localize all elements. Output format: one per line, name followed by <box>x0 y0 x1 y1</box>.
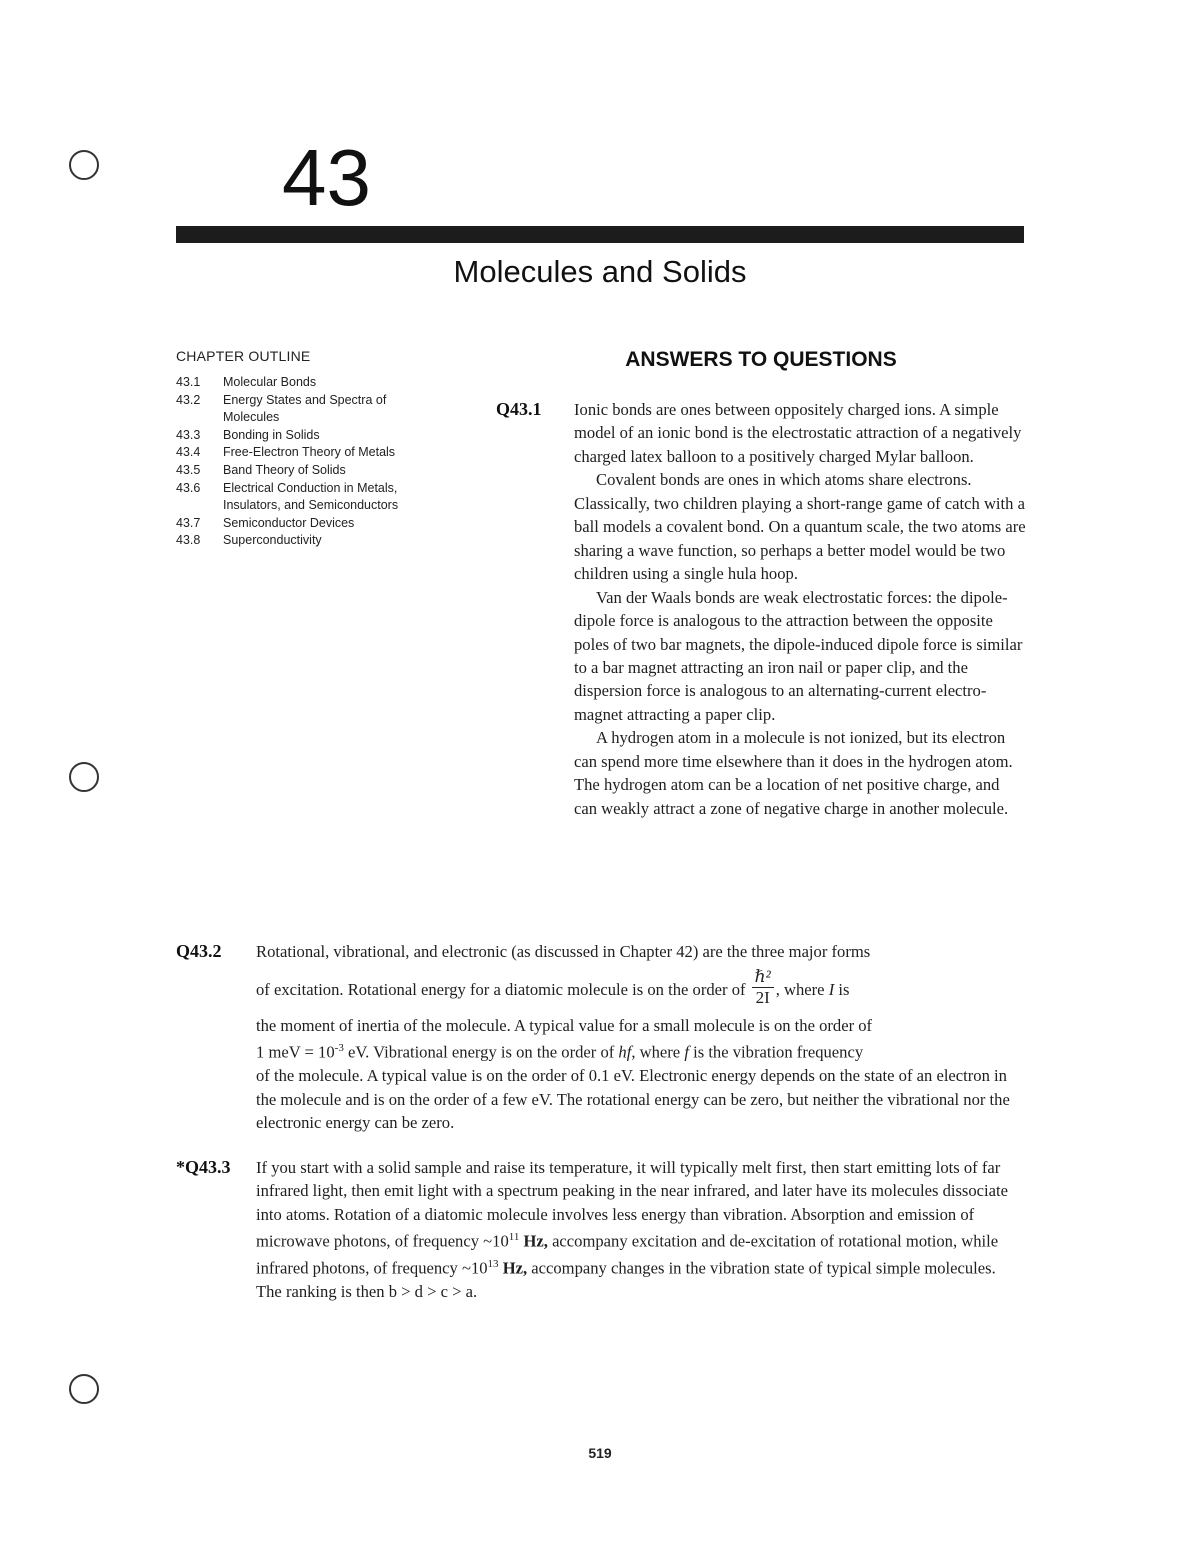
text-run: is the vibration frequency <box>688 1042 864 1062</box>
fraction-numerator: ℏ² <box>754 966 771 986</box>
outline-item <box>176 532 446 550</box>
answer-q43-1 <box>574 398 1026 820</box>
fraction-denominator: 2I <box>752 987 774 1008</box>
outline-item <box>176 462 446 480</box>
outline-heading: CHAPTER OUTLINE <box>176 348 311 364</box>
outline-item-number: 43.1 <box>176 375 201 389</box>
text-run: is <box>838 980 850 999</box>
text-run: , where <box>775 980 825 999</box>
text-run: eV. Vibrational energy is on the order of <box>343 1042 619 1062</box>
outline-item-number: 43.8 <box>176 533 201 548</box>
outline-item-number: 43.6 <box>176 480 201 495</box>
outline-item-label: Molecular Bonds <box>223 375 317 389</box>
exponent: 11 <box>508 1231 520 1244</box>
answer-q43-2-body <box>256 1014 1028 1135</box>
binder-hole-middle <box>69 762 99 792</box>
text-line <box>256 1037 1028 1064</box>
outline-item-label: Semiconductor Devices <box>223 515 355 530</box>
text-run: accompany excitation and de-excitation of rotational motion, while infrared photons, of frequency ~10 <box>256 1231 999 1278</box>
page-number: 519 <box>588 1445 612 1461</box>
outline-item <box>176 444 446 462</box>
question-label-q43-3: *Q43.3 <box>176 1157 231 1177</box>
ranking-line: The ranking is then b > d > c > a. <box>256 1282 478 1302</box>
answer-q43-3 <box>256 1156 1028 1304</box>
chapter-outline <box>176 346 446 550</box>
exponent: -3 <box>334 1042 344 1055</box>
answer-q43-2-line1: Rotational, vibrational, and electronic (as discussed in Chapter 42) are the three major forms <box>256 942 871 961</box>
variable-f: f <box>684 1042 689 1062</box>
outline-item-label: Free-Electron Theory of Metals <box>223 445 396 460</box>
outline-item-label: Electrical Conduction in Metals, Insulators, and Semiconductors <box>223 480 399 513</box>
question-label-q43-1: Q43.1 <box>496 399 542 419</box>
outline-item-label: Superconductivity <box>223 533 322 548</box>
chapter-title: Molecules and Solids <box>453 254 747 289</box>
text-run: , where <box>631 1042 685 1062</box>
answer-paragraph: A hydrogen atom in a molecule is not ionized, but its electron can spend more time elsewhere than it does in the hydrogen atom. The hydrogen atom can be a location of net positive charge, and can weakly attract a zone of negative charge in another molecule. <box>574 728 1013 818</box>
outline-item <box>176 374 446 392</box>
outline-item-label: Bonding in Solids <box>223 427 320 442</box>
chapter-rule <box>176 226 1024 243</box>
answer-q43-2-formula-line <box>256 966 1028 1014</box>
outline-item-number: 43.4 <box>176 445 201 460</box>
outline-item <box>176 392 446 427</box>
outline-item-label: Band Theory of Solids <box>223 462 346 477</box>
unit: Hz, <box>519 1231 548 1251</box>
outline-item <box>176 515 446 533</box>
question-label-q43-2: Q43.2 <box>176 941 222 961</box>
outline-item-number: 43.2 <box>176 392 201 407</box>
answer-paragraph: Covalent bonds are ones in which atoms share electrons. Classically, two children playing a short-range game of catch with a ball models a covalent bond. On a quantum scale, the two atoms are sharing a wave function, so perhaps a better model would be two children using a single hula hoop. <box>574 470 1026 584</box>
text-block: of the molecule. A typical value is on the order of 0.1 eV. Electronic energy depends on the state of an electron in the molecule and is on the order of a few eV. The rotational energy can be zero, but neither the vibrational nor the electronic energy can be zero. <box>256 1066 1010 1133</box>
answers-heading: ANSWERS TO QUESTIONS <box>625 348 897 371</box>
text-run: accompany changes in the vibration state of typical simple molecules. <box>527 1258 996 1278</box>
variable-hf: hf <box>618 1042 632 1062</box>
answer-paragraph: Van der Waals bonds are weak electrostatic forces: the dipole-dipole force is analogous to the attraction between the opposite poles of two bar magnets, the dipole-induced dipole force is similar to a bar magnet attracting an iron nail or paper clip, and the dispersion force is analogous to an alternating-current electro-magnet attracting a paper clip. <box>574 587 1023 724</box>
unit: Hz, <box>498 1258 528 1278</box>
text-line: the moment of inertia of the molecule. A typical value for a small molecule is on the order of <box>256 1016 873 1035</box>
outline-item-number: 43.3 <box>176 427 201 442</box>
chapter-number: 43 <box>282 133 371 222</box>
binder-hole-bottom <box>69 1374 99 1404</box>
outline-item <box>176 480 446 515</box>
exponent: 13 <box>487 1258 499 1271</box>
outline-item <box>176 427 446 445</box>
text-run: 1 meV = 10 <box>256 1042 335 1062</box>
outline-item-label: Energy States and Spectra of Molecules <box>223 392 387 425</box>
text-run: If you start with a solid sample and raise its temperature, it will typically melt first, then start emitting lots of far infrared light, then emit light with a spectrum peaking in the near infrared, and later have its molecules dissociate into atoms. Rotation of a diatomic molecule involves less energy than vibration. Absorption and emission of microwave photons, of frequency ~10 <box>256 1158 1009 1251</box>
outline-item-number: 43.5 <box>176 462 201 477</box>
text-run: of excitation. Rotational energy for a diatomic molecule is on the order of <box>256 980 746 999</box>
answer-paragraph: Ionic bonds are ones between oppositely charged ions. A simple model of an ionic bond is the electrostatic attraction of a negatively charged latex balloon to a positively charged Mylar balloon. <box>574 400 1022 466</box>
outline-item-number: 43.7 <box>176 515 201 530</box>
binder-hole-top <box>69 150 99 180</box>
hbar-squared-over-2i-fraction <box>752 967 774 1008</box>
variable-i: I <box>828 980 835 999</box>
